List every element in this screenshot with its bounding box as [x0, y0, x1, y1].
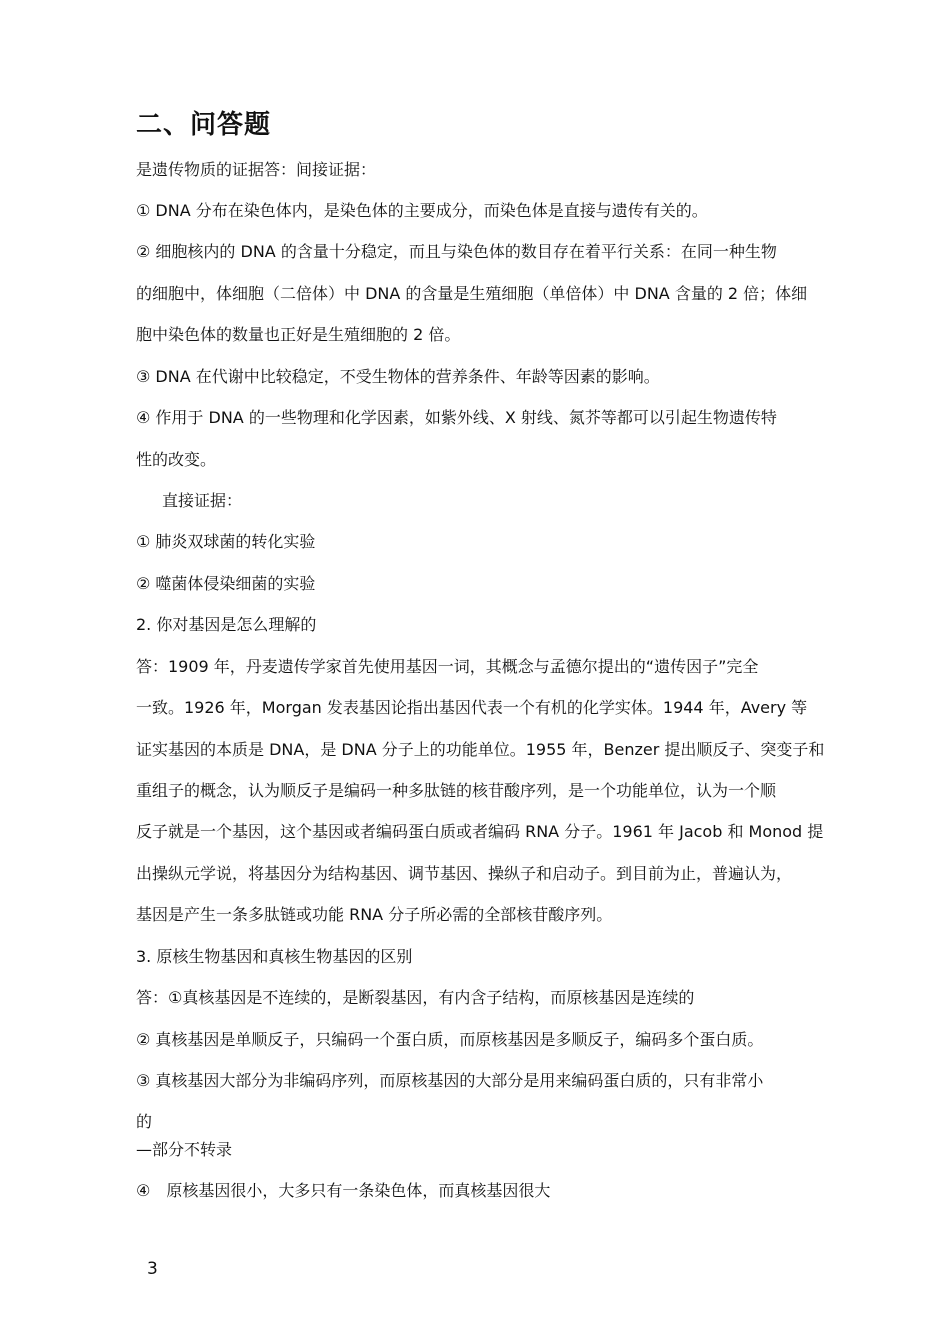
- text-line: 答：1909 年，丹麦遗传学家首先使用基因一词，其概念与孟德尔提出的“遗传因子”完全: [136, 657, 759, 676]
- text-line: 性的改变。: [136, 450, 217, 469]
- text-line: ② 噬菌体侵染细菌的实验: [136, 574, 316, 593]
- text-line: 反子就是一个基因，这个基因或者编码蛋白质或者编码 RNA 分子。1961 年 Jacob 和 Monod 提: [136, 822, 824, 841]
- text-line: ④ 作用于 DNA 的一些物理和化学因素，如紫外线、X 射线、氮芥等都可以引起生物遗传特: [136, 408, 777, 427]
- text-line: 2. 你对基因是怎么理解的: [136, 615, 317, 634]
- text-line: —部分不转录: [136, 1140, 233, 1159]
- page-number: 3: [147, 1259, 158, 1279]
- text-line: ④ 原核基因很小，大多只有一条染色体，而真核基因很大: [136, 1181, 551, 1200]
- text-line: ② 细胞核内的 DNA 的含量十分稳定，而且与染色体的数目存在着平行关系：在同一种生物: [136, 242, 777, 261]
- text-line: ① DNA 分布在染色体内，是染色体的主要成分，而染色体是直接与遗传有关的。: [136, 201, 708, 220]
- text-line: 3. 原核生物基因和真核生物基因的区别: [136, 947, 413, 966]
- text-line: ② 真核基因是单顺反子，只编码一个蛋白质，而原核基因是多顺反子，编码多个蛋白质。: [136, 1030, 764, 1049]
- text-line: ① 肺炎双球菌的转化实验: [136, 532, 316, 551]
- text-line: ③ DNA 在代谢中比较稳定，不受生物体的营养条件、年龄等因素的影响。: [136, 367, 660, 386]
- text-line: 重组子的概念，认为顺反子是编码一种多肽链的核苷酸序列，是一个功能单位，认为一个顺: [136, 781, 777, 800]
- text-line: 的细胞中，体细胞（二倍体）中 DNA 的含量是生殖细胞（单倍体）中 DNA 含量的 2 倍；体细: [136, 284, 808, 303]
- text-line: 答：①真核基因是不连续的，是断裂基因，有内含子结构，而原核基因是连续的: [136, 988, 695, 1007]
- text-line: 的: [136, 1112, 153, 1131]
- text-line: 直接证据：: [162, 491, 243, 510]
- text-line: 出操纵元学说，将基因分为结构基因、调节基因、操纵子和启动子。到目前为止，普遍认为，: [136, 864, 793, 883]
- text-line: 胞中染色体的数量也正好是生殖细胞的 2 倍。: [136, 325, 461, 344]
- section-title: 二、问答题: [136, 110, 272, 140]
- text-line: 一致。1926 年，Morgan 发表基因论指出基因代表一个有机的化学实体。1944 年，Avery 等: [136, 698, 808, 717]
- text-line: 基因是产生一条多肽链或功能 RNA 分子所必需的全部核苷酸序列。: [136, 905, 613, 924]
- text-line: 是遗传物质的证据答：间接证据：: [136, 160, 377, 179]
- text-line: ③ 真核基因大部分为非编码序列，而原核基因的大部分是用来编码蛋白质的，只有非常小: [136, 1071, 764, 1090]
- text-line: 证实基因的本质是 DNA，是 DNA 分子上的功能单位。1955 年，Benzer 提出顺反子、突变子和: [136, 740, 825, 759]
